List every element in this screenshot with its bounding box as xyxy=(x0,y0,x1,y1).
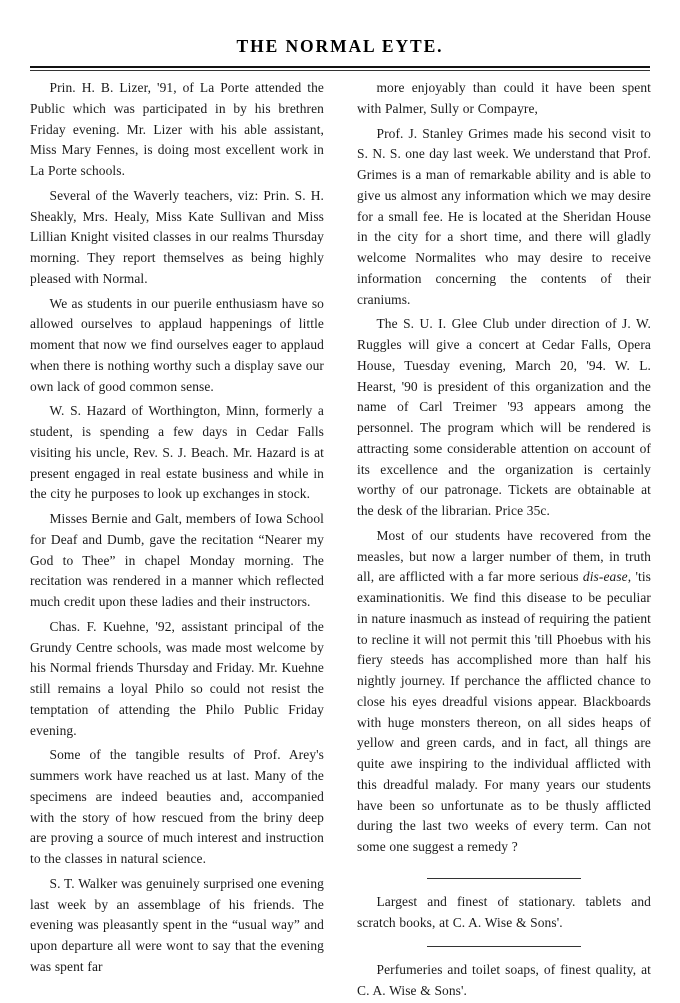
paragraph: more enjoyably than could it have been spent with Palmer, Sully or Compayre, xyxy=(357,80,651,116)
paragraph: Some of the tangible results of Prof. Arey's summers work have reached us at last. Many of the specimens are indeed beauties and, accompanied with the story of how rescued from the briny deep are proving a source of much interest and instruction to the classes in natural science. xyxy=(30,747,324,867)
paragraph: W. S. Hazard of Worthington, Minn, formerly a student, is spending a few days in Cedar Falls visiting his uncle, Rev. S. J. Beach. Mr. Hazard is at present engaged in real estate business and while in the city he purposes to look up exchanges in stock. xyxy=(30,403,324,502)
paragraph: Prin. H. B. Lizer, '91, of La Porte attended the Public which was participated in by his brethren Friday evening. Mr. Lizer with his able assistant, Miss Mary Fennes, is doing most excellent work in La Porte schools. xyxy=(30,80,324,178)
paragraph-text-after-emphasis: , 'tis examinationitis. We find this disease to be peculiar in nature inasmuch as instead of requiring the patient to recline it will not permit this 'till Phoebus with his fiery steeds has accomplished more than half his nightly journey. If perchance the afflicted chance to close his eyes dreadful visions appear. Blackboards with huge monsters thereon, on all sides heaps of yellow and green cards, and in fact, all things are quite awe inspiring to the individual afflicted with this dreadful malady. For many years our students have been so unfortunate as to be thusly afflicted during the last two weeks of every term. Can not some one suggest a remedy ? xyxy=(357,569,651,855)
paragraph: Prof. J. Stanley Grimes made his second visit to S. N. S. one day last week. We understand that Prof. Grimes is a man of remarkable ability and is able to give us almost any information which we may desire for a small fee. He is located at the Sheridan House in the city for a short time, and there will gladly welcome Normalites who may desire to receive information concerning the contents of their craniums. xyxy=(357,125,651,307)
body-columns xyxy=(0,78,680,1003)
paragraph: Misses Bernie and Galt, members of Iowa School for Deaf and Dumb, gave the recitation “Nearer my God to Thee” in chapel Monday morning. The recitation was rendered in a manner which reflected much credit upon these ladies and their instructors. xyxy=(30,511,324,610)
paragraph: S. T. Walker was genuinely surprised one evening last week by an assemblage of his friends. The evening was pleasantly spent in the “usual way” and upon departure all were wont to say that the evening was spent far xyxy=(30,875,324,974)
advertisement-perfumeries: Perfumeries and toilet soaps, of finest quality, at C. A. Wise & Sons'. xyxy=(357,962,651,999)
masthead-rule xyxy=(30,66,650,71)
advertisement-divider xyxy=(427,946,581,947)
paragraph: The S. U. I. Glee Club under direction of J. W. Ruggles will give a concert at Cedar Falls, Opera House, Tuesday evening, March 20, '94. W. L. Hearst, '90 is president of this organization and the name of Carl Treimer '93 appears among the personnel. The program which will be rendered is attracting some considerable attention on account of its excellence and the organization is certainly worthy of our patronage. Tickets are obtainable at the desk of the librarian. Price 35c. xyxy=(357,316,651,519)
paragraph-examinationitis xyxy=(357,526,651,858)
paragraph-text-before-emphasis: Most of our students have recovered from the measles, but now a larger number of them, in truth all, are afflicted with a far more serious xyxy=(357,527,651,585)
advertisement-divider xyxy=(427,878,581,879)
advertisement-block xyxy=(357,878,651,1002)
paragraph: Chas. F. Kuehne, '92, assistant principal of the Grundy Centre schools, was made most welcome by his Normal friends Thursday and Friday. Mr. Kuehne still remains a loyal Philo so could not resist the temptation of attending the Philo Public Friday evening. xyxy=(30,618,324,738)
page-title: THE NORMAL EYTE. xyxy=(236,36,444,56)
advertisement-stationary: Largest and finest of stationary. tablets and scratch books, at C. A. Wise & Sons'. xyxy=(357,893,651,930)
right-column xyxy=(357,78,651,1003)
paragraph: We as students in our puerile enthusiasm have so allowed ourselves to applaud happenings of little moment that now we find ourselves eager to applaud when there is nothing worthy such a display save our own lack of good common sense. xyxy=(30,295,324,394)
masthead xyxy=(0,0,680,57)
paragraph: Several of the Waverly teachers, viz: Prin. S. H. Sheakly, Mrs. Healy, Miss Kate Sullivan and Miss Lillian Knight visited classes in our realms Thursday morning. They report themselves as being highly pleased with Normal. xyxy=(30,187,324,286)
left-column xyxy=(30,78,324,1003)
emphasis-dis-ease: dis-ease xyxy=(582,569,628,585)
